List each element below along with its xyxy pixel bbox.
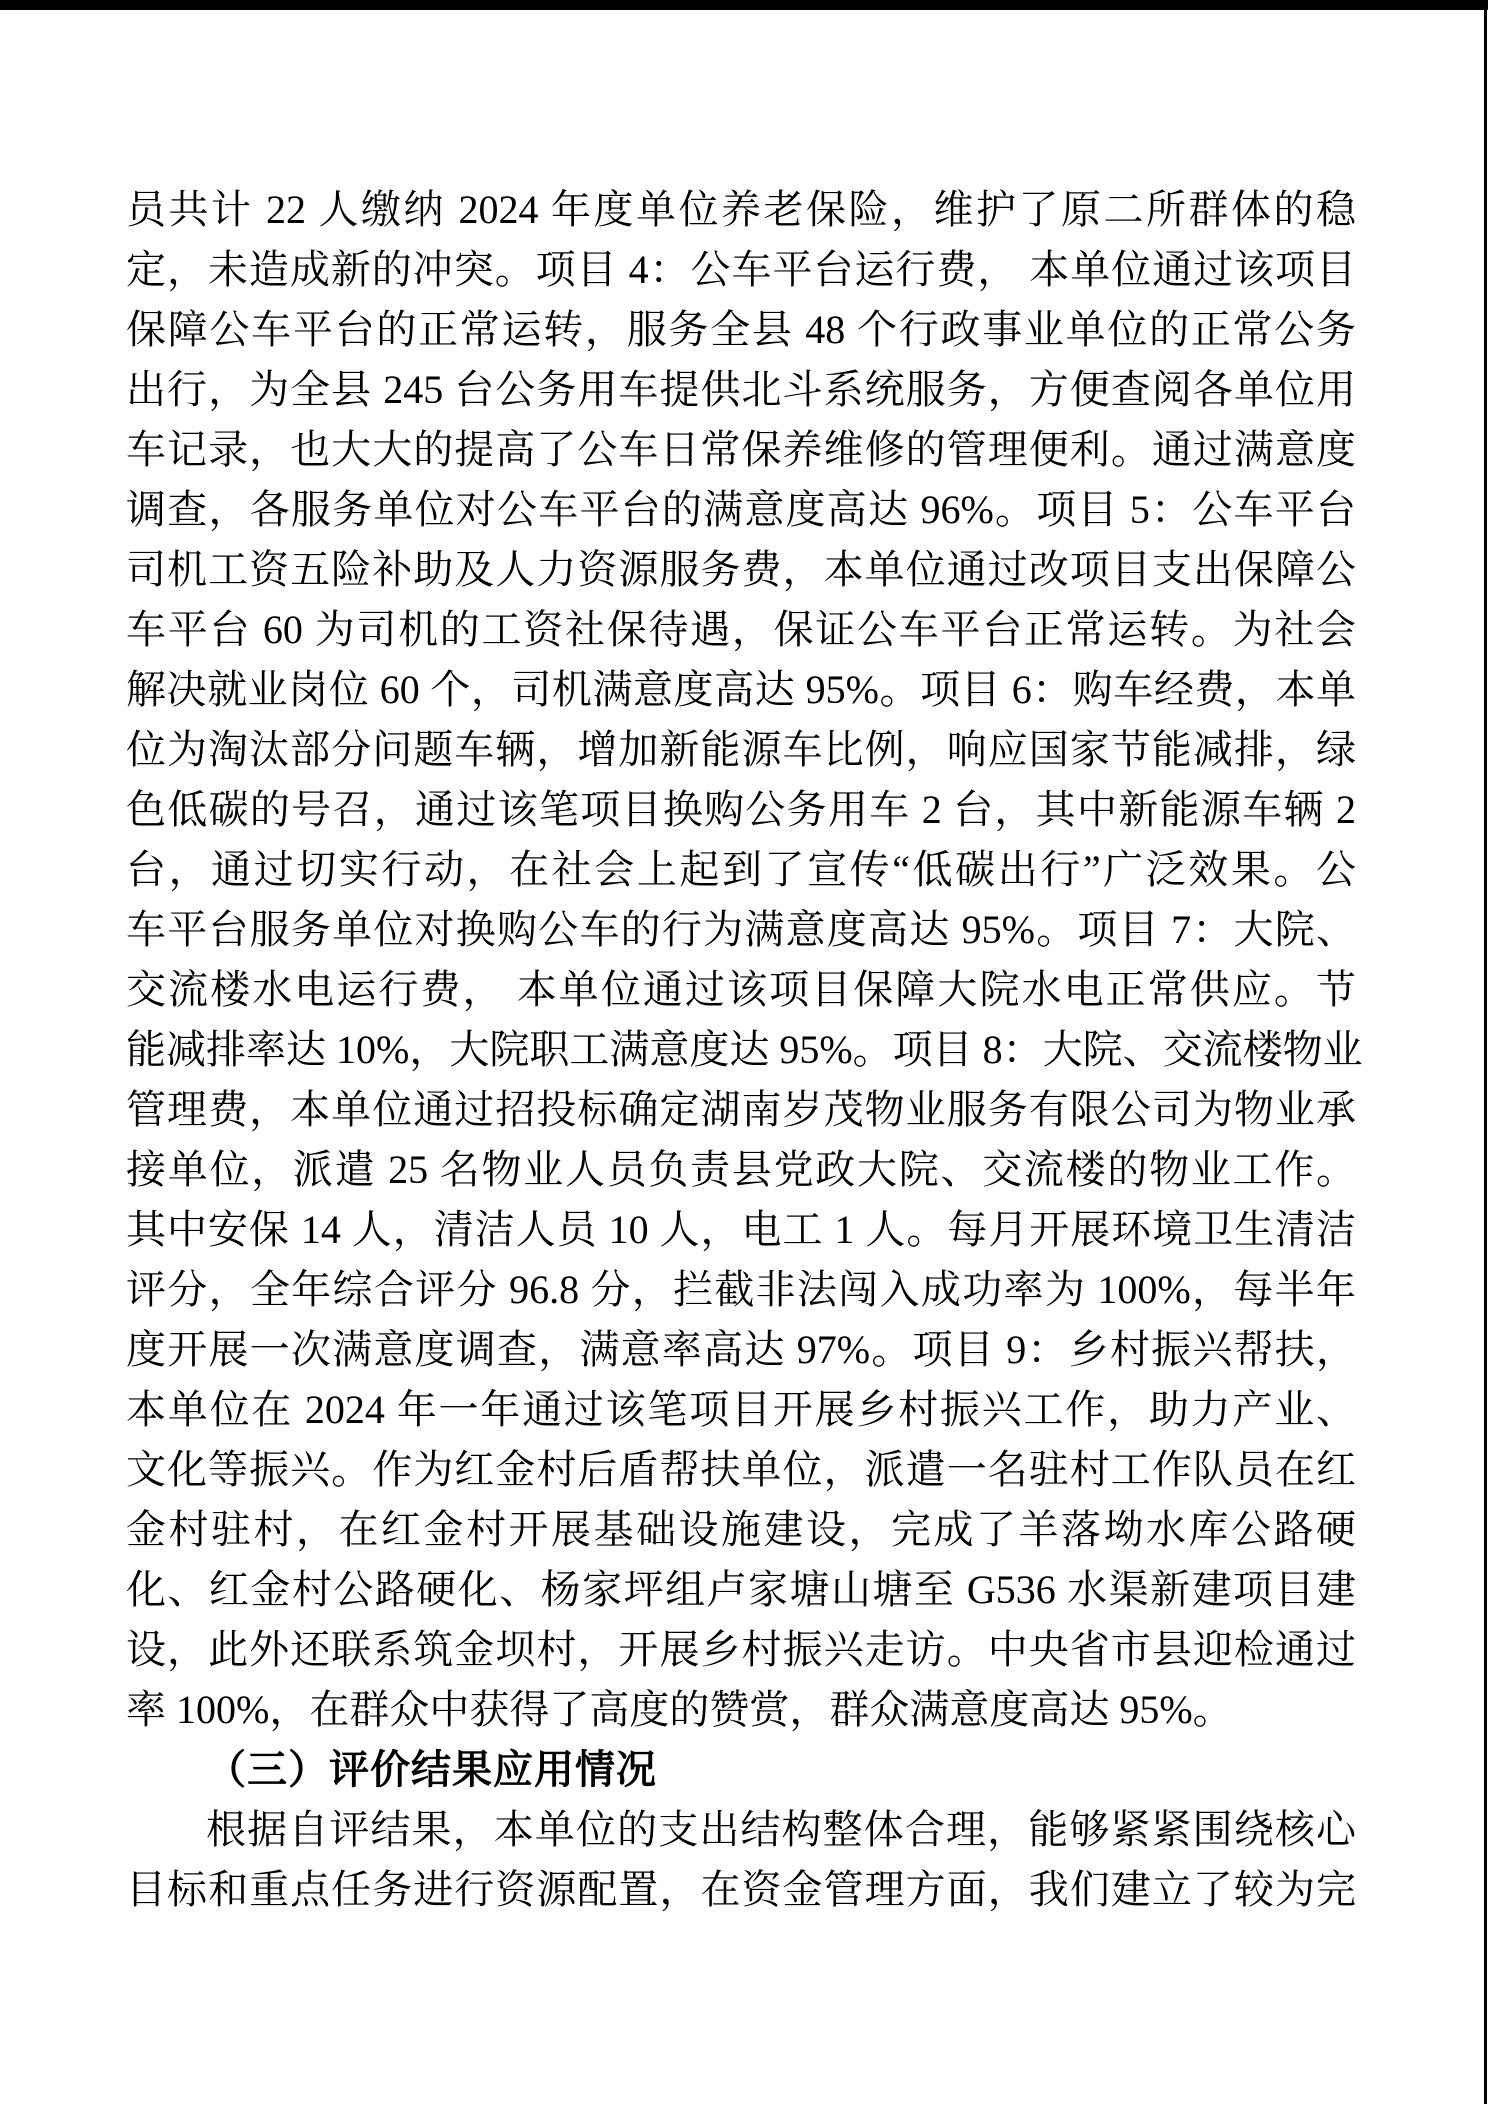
text-line: 金村驻村，在红金村开展基础设施建设，完成了羊落坳水库公路硬 bbox=[126, 1507, 1356, 1552]
text-line: 位为淘汰部分问题车辆，增加新能源车比例，响应国家节能减排，绿 bbox=[126, 727, 1356, 772]
text-line: 接单位，派遣 25 名物业人员负责县党政大院、交流楼的物业工作。 bbox=[126, 1147, 1356, 1192]
text-line: 车记录，也大大的提高了公车日常保养维修的管理便利。通过满意度 bbox=[126, 427, 1356, 472]
text-line: 率 100%，在群众中获得了高度的赞赏，群众满意度高达 95%。 bbox=[126, 1687, 1233, 1732]
text-line: 员共计 22 人缴纳 2024 年度单位养老保险，维护了原二所群体的稳 bbox=[126, 187, 1356, 232]
text-line: 度开展一次满意度调查，满意率高达 97%。项目 9：乡村振兴帮扶， bbox=[126, 1327, 1356, 1372]
text-line: 调查，各服务单位对公车平台的满意度高达 96%。项目 5：公车平台 bbox=[126, 487, 1356, 532]
text-line: 台，通过切实行动，在社会上起到了宣传“低碳出行”广泛效果。公 bbox=[126, 847, 1356, 892]
text-line: 根据自评结果，本单位的支出结构整体合理，能够紧紧围绕核心 bbox=[206, 1807, 1356, 1852]
text-line: 设，此外还联系筑金坝村，开展乡村振兴走访。中央省市县迎检通过 bbox=[126, 1627, 1356, 1672]
text-line: 其中安保 14 人，清洁人员 10 人，电工 1 人。每月开展环境卫生清洁 bbox=[126, 1207, 1356, 1252]
scan-right-edge-line bbox=[1484, 0, 1487, 2104]
scan-top-bar bbox=[0, 0, 1488, 10]
text-line: 定，未造成新的冲突。项目 4：公车平台运行费， 本单位通过该项目 bbox=[126, 247, 1356, 292]
text-line: 目标和重点任务进行资源配置，在资金管理方面，我们建立了较为完 bbox=[126, 1867, 1356, 1912]
text-line: 管理费，本单位通过招投标确定湖南岁茂物业服务有限公司为物业承 bbox=[126, 1087, 1356, 1132]
text-line: 司机工资五险补助及人力资源服务费，本单位通过改项目支出保障公 bbox=[126, 547, 1356, 592]
document-text-block bbox=[126, 180, 1363, 1920]
text-line: 出行，为全县 245 台公务用车提供北斗系统服务，方便查阅各单位用 bbox=[126, 367, 1356, 412]
text-line: 化、红金村公路硬化、杨家坪组卢家塘山塘至 G536 水渠新建项目建 bbox=[126, 1567, 1356, 1612]
text-line: 文化等振兴。作为红金村后盾帮扶单位，派遣一名驻村工作队员在红 bbox=[126, 1447, 1356, 1492]
text-line: 本单位在 2024 年一年通过该笔项目开展乡村振兴工作，助力产业、 bbox=[126, 1387, 1356, 1432]
text-line: 交流楼水电运行费， 本单位通过该项目保障大院水电正常供应。节 bbox=[126, 967, 1356, 1012]
text-line: 评分，全年综合评分 96.8 分，拦截非法闯入成功率为 100%，每半年 bbox=[126, 1267, 1356, 1312]
text-line: 色低碳的号召，通过该笔项目换购公务用车 2 台，其中新能源车辆 2 bbox=[126, 787, 1356, 832]
text-line: 保障公车平台的正常运转，服务全县 48 个行政事业单位的正常公务 bbox=[126, 307, 1356, 352]
text-line: 能减排率达 10%，大院职工满意度达 95%。项目 8：大院、交流楼物业 bbox=[126, 1027, 1363, 1072]
section-heading: （三）评价结果应用情况 bbox=[206, 1748, 657, 1792]
text-line: 车平台服务单位对换购公车的行为满意度高达 95%。项目 7：大院、 bbox=[126, 907, 1356, 952]
text-line: 解决就业岗位 60 个，司机满意度高达 95%。项目 6：购车经费，本单 bbox=[126, 667, 1356, 712]
text-line: 车平台 60 为司机的工资社保待遇，保证公车平台正常运转。为社会 bbox=[126, 607, 1356, 652]
